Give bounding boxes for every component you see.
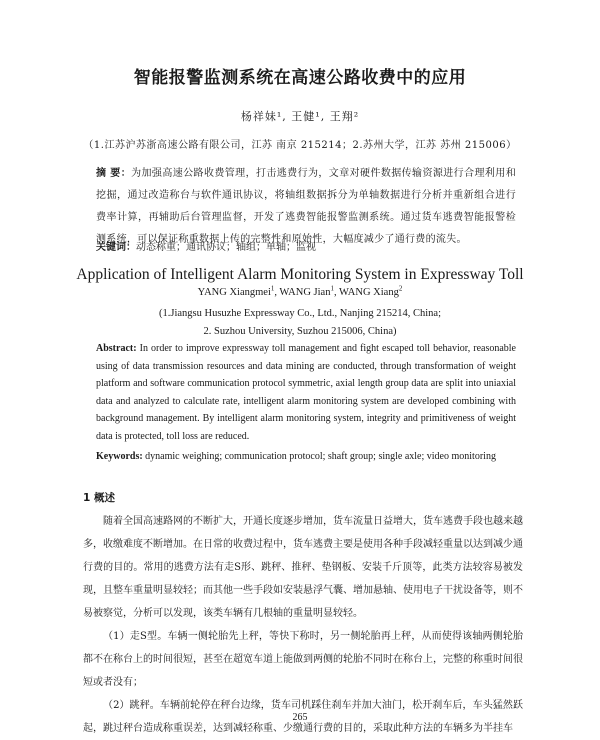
affiliation-cn: （1.江苏沪苏浙高速公路有限公司，江苏 南京 215214；2.苏州大学，江苏 苏州 215006）	[83, 140, 517, 151]
author-3-name: , WANG Xiang	[333, 287, 399, 298]
keywords-cn-label: 关键词：	[96, 242, 136, 253]
affiliation-en-line-1: (1.Jiangsu Husuzhe Expressway Co., Ltd., Nanjing 215214, China;	[158, 308, 441, 319]
author-2-name: , WANG Jian	[274, 287, 331, 298]
author-1-affil: 1	[270, 284, 275, 293]
body-text	[83, 510, 523, 740]
title-en: Application of Intelligent Alarm Monitoring System in Expressway Toll	[76, 266, 524, 283]
abstract-en-label: Abstract:	[96, 343, 137, 354]
section-heading: 1 概述	[83, 492, 115, 504]
body-paragraph: 随着全国高速路网的不断扩大，开通长度逐步增加，货车流量日益增大，货车逃费手段也越来越多，收缴难度不断增加。在日常的收费过程中，货车逃费主要是使用各种手段减轻重量以达到减少通行费的目的。常用的逃费方法有走S形、跳秤、推秤、垫钢板、安装千斤顶等，此类方法较容易被发现，且整车重量明显较轻；而其他一些手段如安装悬浮气囊、增加悬轴、使用电子干扰设备等，则不易被察觉，分析可以发现，该类车辆有几根轴的重量明显较轻。	[83, 516, 523, 619]
page-number: 265	[292, 712, 308, 723]
authors-en	[0, 284, 600, 298]
author-3-affil: 2	[398, 284, 403, 293]
keywords-cn	[96, 240, 516, 256]
title-cn: 智能报警监测系统在高速公路收费中的应用	[133, 68, 467, 88]
abstract-en	[96, 340, 516, 445]
keywords-cn-text: 动态称重；通讯协议；轴组；单轴；监视	[136, 242, 316, 253]
keywords-en	[96, 448, 516, 465]
affiliation-en-line-2: 2. Suzhou University, Suzhou 215006, China)	[203, 326, 397, 337]
author-2-affil: 1	[330, 284, 334, 293]
abstract-en-text: In order to improve expressway toll management and fight escaped toll behavior, reasonable using of data transmission resources and data mining are conducted, through transformation of weight platform and software communication protocol symmetric, axial length group data are split into uniaxial data and analyzed to calculate rate, intelligent alarm monitoring system are developed combining with background management. By intelligent alarm monitoring system, integrity and primitiveness of weight data is protected, toll loss are reduced.	[96, 343, 516, 442]
keywords-en-text: dynamic weighing; communication protocol; shaft group; single axle; video monitoring	[145, 451, 496, 462]
body-paragraph: （2）跳秤。车辆前轮停在秤台边缘，货车司机踩住刹车并加大油门，松开刹车后，车头猛然跃起，跳过秤台造成称重误差，达到减轻称重、少缴通行费的目的，采取此种方法的车辆多为半挂车	[83, 700, 523, 734]
abstract-cn-label: 摘 要：	[96, 168, 132, 179]
body-paragraph: （1）走S型。车辆一侧轮胎先上秤，等快下称时，另一侧轮胎再上秤，从而使得该轴两侧轮胎都不在称台上的时间很短，甚至在超宽车道上能做到两侧的轮胎不同时在称台上，完整的称重时间很短或者没有；	[83, 631, 523, 688]
authors-cn: 杨祥妹¹, 王健¹, 王翔²	[240, 110, 360, 123]
keywords-en-label: Keywords:	[96, 451, 143, 462]
abstract-cn-text: 为加强高速公路收费管理，打击逃费行为，文章对硬件数据传输资源进行合理利用和挖掘，通过改造称台与软件通讯协议，将轴组数据拆分为单轴数据进行分析并重新组合进行费率计算，再辅助后台管理监督，开发了逃费智能报警监测系统。通过货车逃费智能报警检测系统，可以保证称重数据上传的完整性和原始性，大幅度减少了通行费的流失。	[96, 168, 516, 245]
author-1-name: YANG Xiangmei	[197, 287, 271, 298]
abstract-cn	[96, 163, 516, 251]
